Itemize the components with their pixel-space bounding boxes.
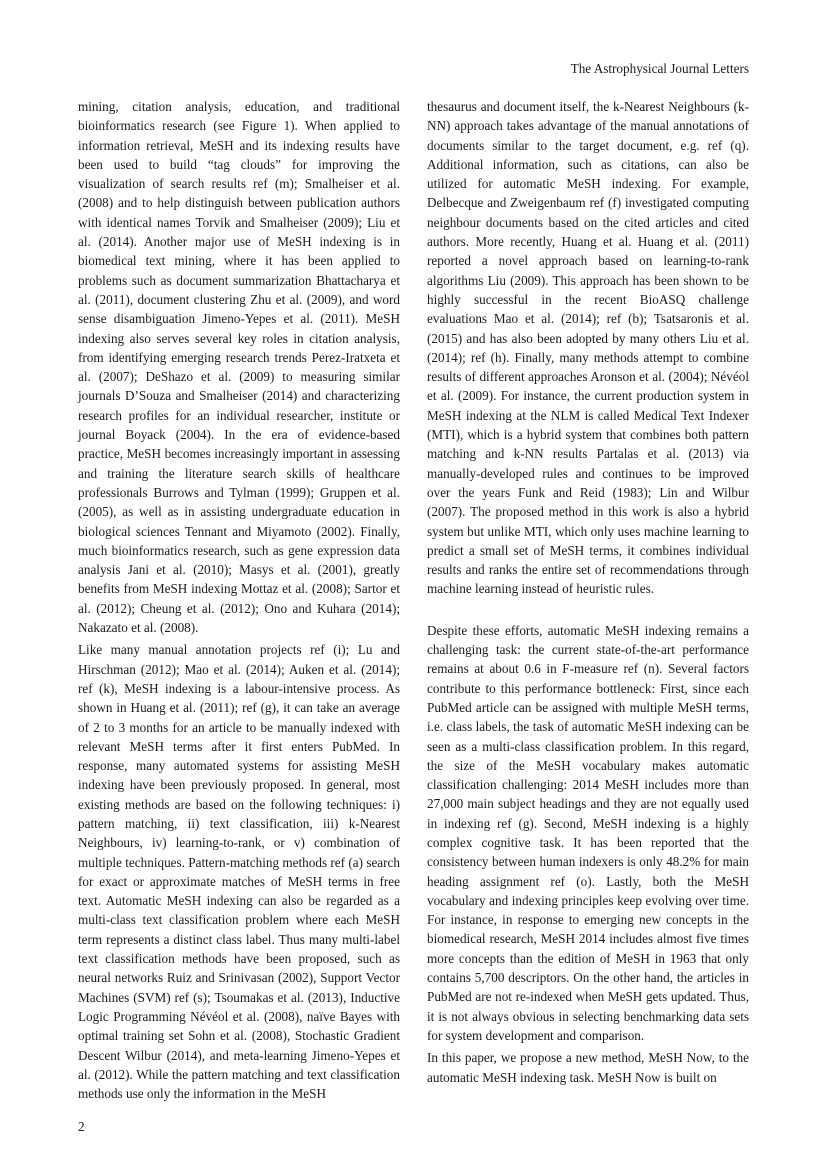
left-column bbox=[78, 97, 400, 1103]
body-paragraph: Like many manual annotation projects ref (i); Lu and Hirschman (2012); Mao et al. (2014); Auken et al. (2014); ref (k), MeSH indexing is a labour-intensive process. As shown in Huang et al. (2011); ref (g), it can take an average of 2 to 3 months for an article to be manually indexed with relevant MeSH terms after it first enters PubMed. In response, many automated systems for assisting MeSH indexing have been previously proposed. In general, most existing methods are based on the following techniques: i) pattern matching, ii) text classification, iii) k-Nearest Neighbours, iv) learning-to-rank, or v) combination of multiple techniques. Pattern-matching methods ref (a) search for exact or approximate matches of MeSH terms in free text. Automatic MeSH indexing can also be regarded as a multi-class text classification problem where each MeSH term represents a distinct class label. Thus many multi-label text classification methods have been proposed, such as neural networks Ruiz and Srinivasan (2002), Support Vector Machines (SVM) ref (s); Tsoumakas et al. (2013), Inductive Logic Programming Névéol et al. (2008), naïve Bayes with optimal training set Sohn et al. (2008), Stochastic Gradient Descent Wilbur (2014), and meta-learning Jimeno-Yepes et al. (2012). While the pattern matching and text classification methods use only the information in the MeSH bbox=[78, 642, 400, 1102]
body-paragraph: mining, citation analysis, education, and traditional bioinformatics research (see Figure 1). When applied to information retrieval, MeSH and its indexing results have been used to build “tag clouds” for improving the visualization of search results ref (m); Smalheiser et al. (2008) and to help distinguish between publication authors with identical names Torvik and Smalheiser (2009); Liu et al. (2014). Another major use of MeSH indexing is in biomedical text mining, where it has been applied to problems such as document summarization Bhattacharya et al. (2011), document clustering Zhu et al. (2009), and word sense disambiguation Jimeno-Yepes et al. (2011). MeSH indexing also serves several key roles in citation analysis, from identifying emerging research trends Perez-Iratxeta et al. (2007); DeShazo et al. (2009) to measuring similar journals D’Souza and Smalheiser (2014) and characterizing research profiles for an individual researcher, institute or journal Boyack (2004). In the era of evidence-based practice, MeSH becomes increasingly important in assessing and training the literature search skills of healthcare professionals Burrows and Tylman (1999); Gruppen et al. (2005), as well as in assisting undergraduate education in biological sciences Tennant and Miyamoto (2002). Finally, much bioinformatics research, such as gene expression data analysis Jani et al. (2010); Masys et al. (2001), greatly benefits from MeSH indexing Mottaz et al. (2008); Sartor et al. (2012); Cheung et al. (2012); Ono and Kuhara (2014); Nakazato et al. (2008). bbox=[78, 99, 400, 636]
right-column bbox=[427, 97, 749, 1087]
body-paragraph: Despite these efforts, automatic MeSH indexing remains a challenging task: the current state-of-the-art performance remains at about 0.6 in F-measure ref (n). Several factors contribute to this performance bottleneck: First, since each PubMed article can be assigned with multiple MeSH terms, i.e. class labels, the task of automatic MeSH indexing can be seen as a multi-class classification problem. In this regard, the size of the MeSH vocabulary makes automatic classification challenging: 2014 MeSH includes more than 27,000 main subject headings and they are not equally used in indexing ref (g). Second, MeSH indexing is a highly complex cognitive task. It has been reported that the consistency between human indexers is only 48.2% for main heading assignment ref (o). Lastly, both the MeSH vocabulary and indexing principles keep evolving over time. For instance, in response to emerging new concepts in the biomedical research, MeSH 2014 includes almost five times more concepts than the edition of MeSH in 1963 that only contains 5,700 descriptors. On the other hand, the articles in PubMed are not re-indexed when MeSH gets updated. Thus, it is not always obvious in selecting benchmarking data sets for system development and comparison. bbox=[427, 622, 749, 1043]
running-head: The Astrophysical Journal Letters bbox=[570, 61, 749, 76]
body-paragraph: thesaurus and document itself, the k-Nearest Neighbours (k-NN) approach takes advantage of the manual annotations of documents similar to the target document, e.g. ref (q). Additional information, such as citations, can also be utilized for automatic MeSH indexing. For example, Delbecque and Zweigenbaum ref (f) investigated computing neighbour documents based on the cited articles and cited authors. More recently, Huang et al. Huang et al. (2011) reported a novel approach based on learning-to-rank algorithms Liu (2009). This approach has been shown to be highly successful in the recent BioASQ challenge evaluations Mao et al. (2014); ref (b); Tsatsaronis et al. (2015) and has also been adopted by many others Liu et al. (2014); ref (h). Finally, many methods attempt to combine results of different approaches Aronson et al. (2004); Névéol et al. (2009). For instance, the current production system in MeSH indexing at the NLM is called Medical Text Indexer (MTI), which is a hybrid system that combines both pattern matching and k-NN results Partalas et al. (2013) via manually-developed rules and continues to be improved over the years Funk and Reid (1983); Lin and Wilbur (2007). The proposed method in this work is also a hybrid system but unlike MTI, which only uses machine learning to predict a small set of MeSH terms, it combines individual results and ranks the entire set of recommendations through machine learning instead of heuristic rules. bbox=[427, 99, 749, 597]
page-number: 2 bbox=[78, 1119, 85, 1134]
body-paragraph: In this paper, we propose a new method, MeSH Now, to the automatic MeSH indexing task. MeSH Now is built on bbox=[427, 1050, 749, 1085]
